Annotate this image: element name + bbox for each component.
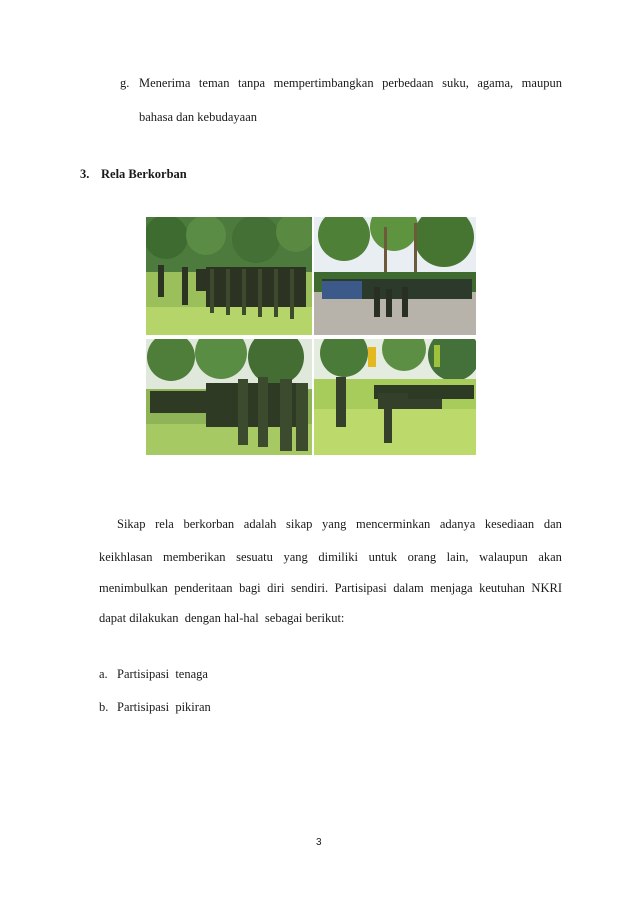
word: orang [407,550,437,564]
list-marker-b: b. [99,700,109,714]
word: tanpa [238,76,266,90]
list-marker-g: g. [120,76,130,90]
word: adanya [439,517,476,531]
word: walaupun [479,550,528,564]
list-item-g-line1 [139,76,562,91]
word: maupun [521,76,562,90]
word: sendiri. [290,581,329,595]
word: menimbulkan [99,581,168,595]
word: kesediaan [484,517,535,531]
word: yang [322,517,347,531]
photo-soldiers-march [314,217,476,335]
list-item-a: Partisipasi tenaga [117,667,208,681]
word: Sikap [117,517,146,531]
photo-image [314,217,476,335]
word: mempertimbangkan [273,76,374,90]
word: Menerima [139,76,191,90]
word: berkorban [183,517,235,531]
paragraph-line-1 [117,517,562,532]
photo-soldiers-drill [146,339,312,455]
word: suku, [442,76,469,90]
paragraph-line-4: dapat dilakukan dengan hal-hal sebagai berikut: [99,611,345,625]
word: mencerminkan [355,517,431,531]
word: keutuhan [479,581,525,595]
photo-image [146,217,312,335]
photo-collage [146,217,476,455]
paragraph-line-2 [99,550,562,565]
word: diri [267,581,285,595]
list-marker-a: a. [99,667,108,681]
word: menjaga [430,581,473,595]
word: dan [543,517,562,531]
paragraph-line-3 [99,581,562,596]
word: sesuatu [236,550,273,564]
photo-soldiers-martial-arts [314,339,476,455]
word: Partisipasi [334,581,387,595]
word: agama, [477,76,514,90]
word: NKRI [531,581,562,595]
word: teman [198,76,230,90]
list-item-b: Partisipasi pikiran [117,700,211,714]
word: bagi [239,581,261,595]
section-title: Rela Berkorban [101,167,187,181]
word: adalah [243,517,277,531]
word: penderitaan [174,581,233,595]
word: keikhlasan [99,550,153,564]
word: dalam [393,581,424,595]
section-number: 3. [80,167,90,181]
word: rela [155,517,174,531]
photo-image [314,339,476,455]
word: akan [538,550,562,564]
word: lain, [446,550,469,564]
word: untuk [368,550,398,564]
word: dimiliki [318,550,358,564]
word: memberikan [163,550,226,564]
word: yang [283,550,308,564]
page-number: 3 [316,837,322,848]
list-item-g-line2: bahasa dan kebudayaan [139,110,257,124]
word: sikap [286,517,313,531]
photo-soldiers-formation [146,217,312,335]
word: perbedaan [382,76,434,90]
photo-image [146,339,312,455]
